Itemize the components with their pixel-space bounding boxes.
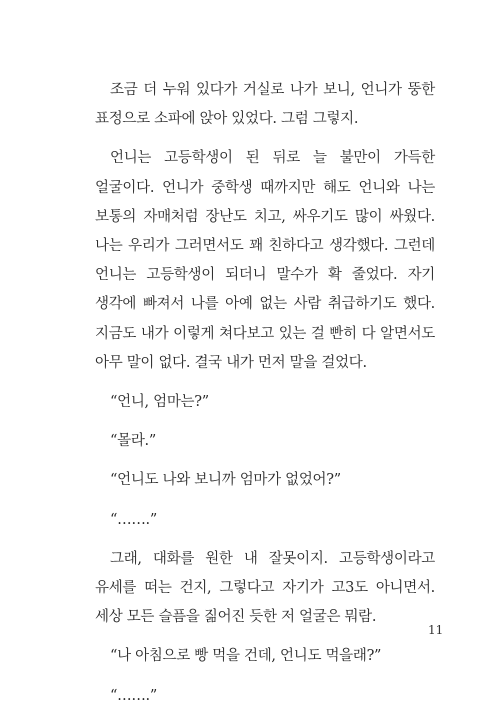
dialogue-line: “몰라.” (110, 433, 156, 450)
body-text (95, 76, 435, 721)
page-number: 11 (428, 623, 444, 637)
dialogue-line: “…….” (110, 687, 157, 704)
dialogue-line: “언니, 엄마는?” (110, 394, 209, 411)
paragraph: 언니는 고등학생이 된 뒤로 늘 불만이 가득한 얼굴이다. 언니가 중학생 때까지만 해도 언니와 나는 보통의 자매처럼 장난도 치고, 싸우기도 많이 싸웠다. 나는 우리가 그러면서도 꽤 친하다고 생각했다. 그런데 언니는 고등학생이 되더니 말수가 확 줄었다. 자기 생각에 빠져서 나를 아예 없는 사람 취급하기도 했다. 지금도 내가 이렇게 쳐다보고 있는 걸 빤히 다 알면서도 아무 말이 없다. 결국 내가 먼저 말을 걸었다. (95, 150, 435, 371)
paragraph: 조금 더 누워 있다가 거실로 나가 보니, 언니가 뚱한 표정으로 소파에 앉아 있었다. 그럼 그렇지. (95, 82, 435, 128)
dialogue-line: “언니도 나와 보니까 엄마가 없었어?” (110, 472, 341, 489)
dialogue-line: “…….” (110, 511, 157, 528)
dialogue-line: “나 아침으로 빵 먹을 건데, 언니도 먹을래?” (110, 648, 382, 665)
paragraph: 그래, 대화를 원한 내 잘못이지. 고등학생이라고 유세를 떠는 건지, 그렇다고 자기가 고3도 아니면서. 세상 모든 슬픔을 짊어진 듯한 저 얼굴은 뭐람. (95, 550, 435, 626)
